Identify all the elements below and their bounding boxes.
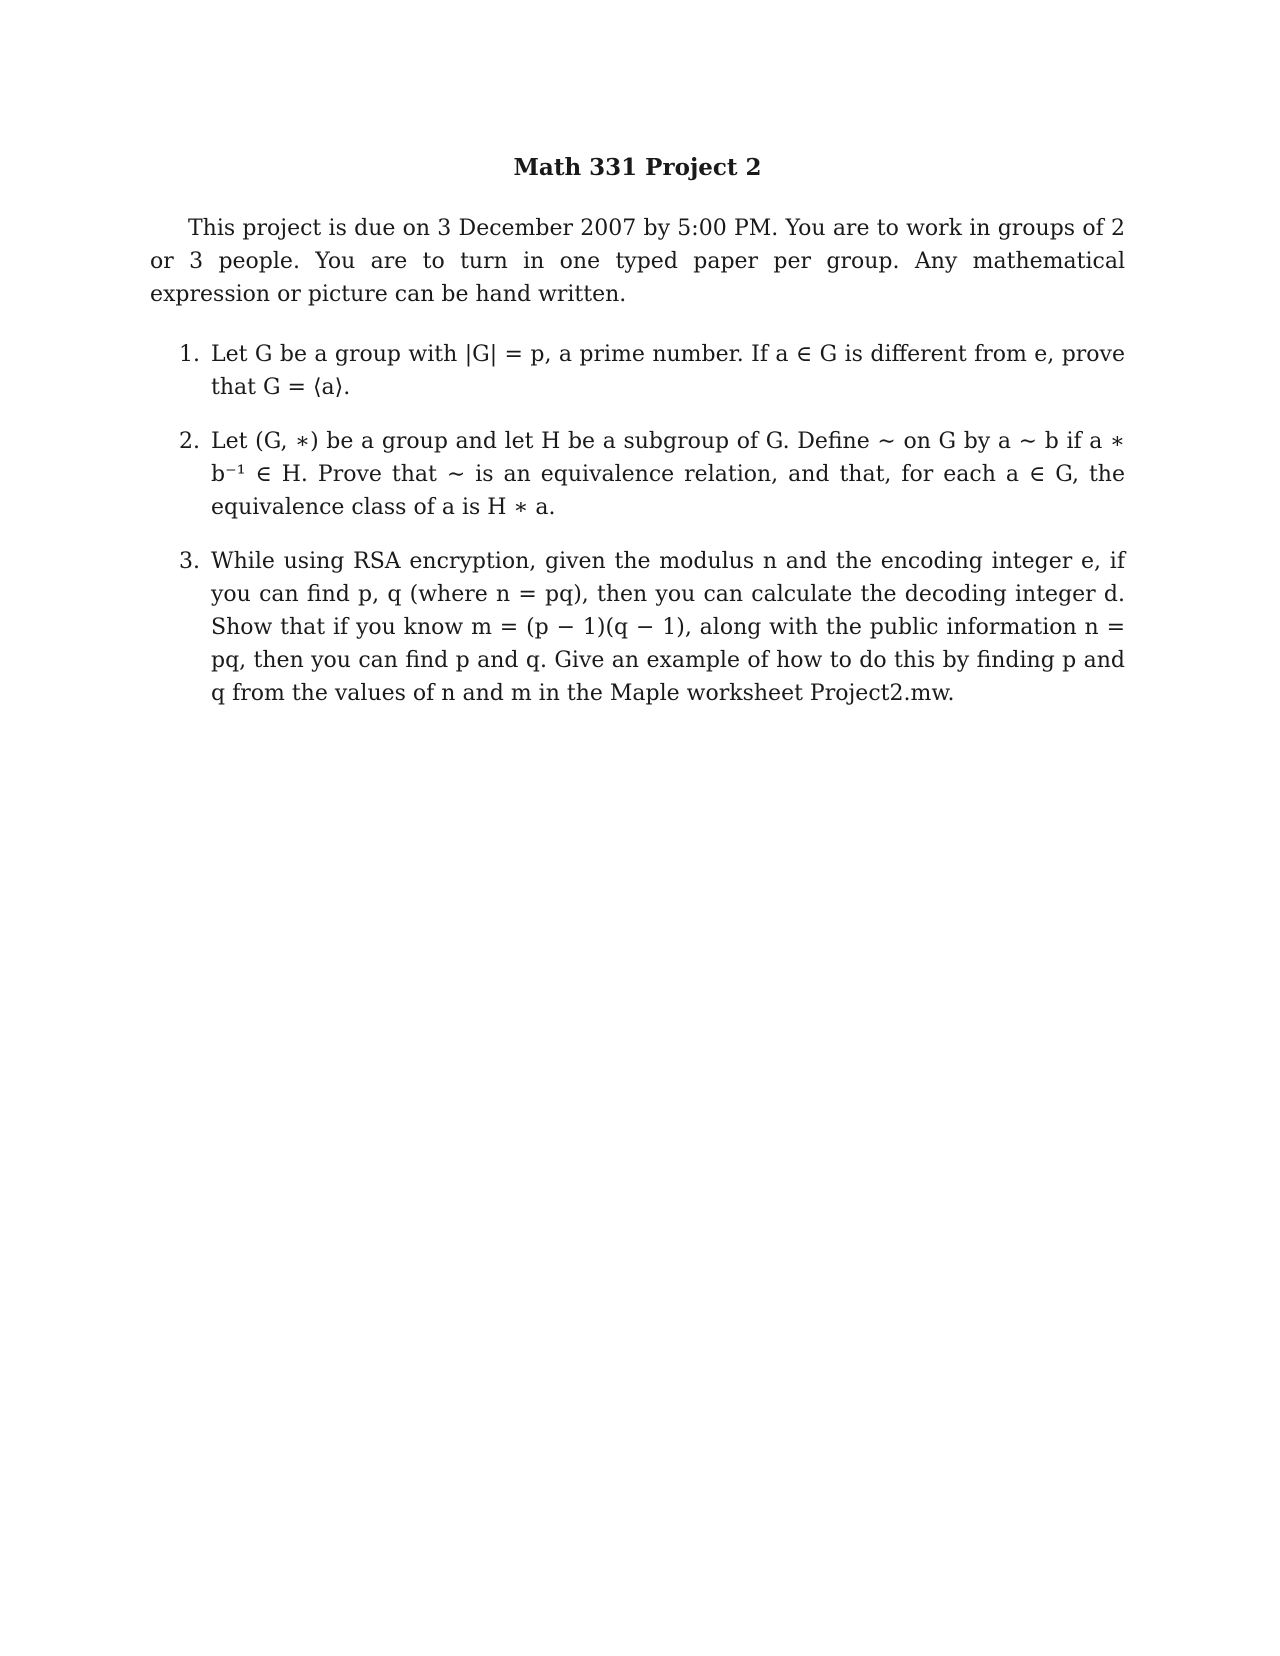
- intro-paragraph: This project is due on 3 December 2007 by 5:00 PM. You are to work in groups of 2 or 3 people. You are to turn in one typed paper per group. Any mathematical expression or picture can be hand written.: [150, 216, 1125, 307]
- problem-number-2: 2.: [179, 429, 200, 454]
- problem-number-1: 1.: [179, 342, 200, 367]
- problem-number-3: 3.: [179, 549, 200, 574]
- problem-text-1: Let G be a group with |G| = p, a prime number. If a ∈ G is different from e, prove that G = ⟨a⟩.: [211, 342, 1125, 400]
- problem-text-2: Let (G, ∗) be a group and let H be a subgroup of G. Define ∼ on G by a ∼ b if a ∗ b⁻¹ ∈ H. Prove that ∼ is an equivalence relation, and that, for each a ∈ G, the equivalence class of a is H ∗ a.: [211, 429, 1125, 520]
- problem-text-3: While using RSA encryption, given the modulus n and the encoding integer e, if you can find p, q (where n = pq), then you can calculate the decoding integer d. Show that if you know m = (p − 1)(q − 1), along with the public information n = pq, then you can find p and q. Give an example of how to do this by finding p and q from the values of n and m in the Maple worksheet Project2.mw.: [211, 549, 1125, 706]
- document-title: Math 331 Project 2: [513, 154, 762, 181]
